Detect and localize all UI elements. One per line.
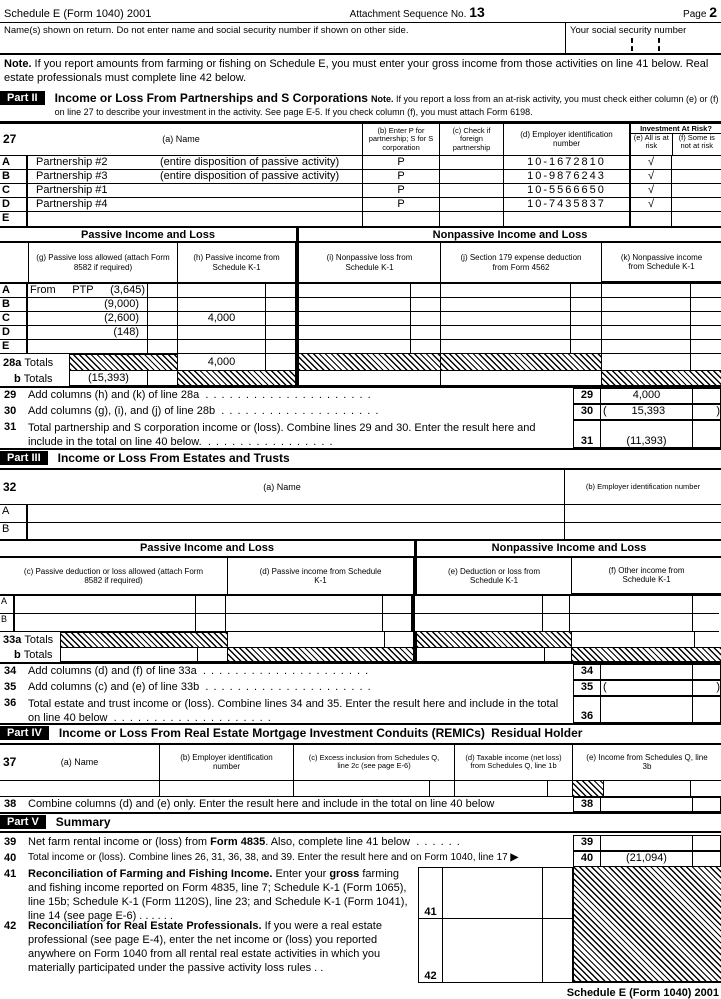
- g-field[interactable]: (148): [28, 326, 148, 340]
- line39-box-label: 39: [573, 835, 601, 851]
- line34-cents[interactable]: [693, 664, 721, 680]
- line37-headers: [0, 745, 721, 781]
- entity-type[interactable]: P: [363, 170, 440, 184]
- line29-row: 29 Add columns (h) and (k) of line 28a . . . . . . . . . . . . . . . . . . . . . 29 4,000: [0, 388, 721, 404]
- line42-box-label: 42: [418, 919, 443, 983]
- footer-title: Schedule E (Form 1040) 2001: [566, 987, 719, 999]
- line42-row: 42 Reconciliation for Real Estate Professionals. If you were a real estate professional (see page E-4), enter the net income or (loss) you reported anywhere on Form 1040 from all rental real estate activities in which you materially participated under the passive activity loss rules . . 42: [0, 919, 573, 983]
- foreign-check[interactable]: [440, 170, 504, 184]
- col-f-header: (f) Other income from Schedule K-1: [572, 558, 721, 594]
- col-f-header: (f) Some is not at risk: [678, 134, 715, 151]
- part2-header: Part II Income or Loss From Partnerships and S Corporations Note. If you report a loss from an at-risk activity, you must check either column (e) or (f) on line 27 to describe your investment in the activity. See page E-5. If you check column (f), you must attach Form 6198.: [0, 90, 721, 124]
- k-field[interactable]: [602, 284, 691, 298]
- totals-33a-row: [0, 632, 721, 648]
- ssn-field[interactable]: Your social security number: [565, 23, 721, 53]
- foreign-check[interactable]: [440, 198, 504, 212]
- partnership-name[interactable]: [28, 212, 363, 226]
- totals-33b-label: b Totals: [14, 648, 53, 661]
- partnership-name[interactable]: Partnership #4: [28, 198, 363, 212]
- ein-field[interactable]: 10-9876243: [504, 170, 630, 184]
- pl3-row: A: [0, 596, 721, 614]
- pl-row: E: [0, 340, 721, 354]
- col-b-header: (b) Employer identification number: [160, 745, 294, 781]
- line41-amount[interactable]: [443, 867, 543, 919]
- part5-title: Summary: [55, 814, 111, 829]
- totals-28b-g[interactable]: (15,393): [69, 371, 148, 386]
- line40-box-label: 40: [573, 851, 601, 867]
- line39-cents[interactable]: [693, 835, 721, 851]
- col-k-header: (k) Nonpassive income from Schedule K-1: [602, 243, 721, 282]
- partnership-row: D Partnership #4 P 10-7435837 √: [0, 198, 721, 212]
- col-e-header: (e) All is at risk: [631, 134, 673, 155]
- line36-amount[interactable]: [601, 696, 693, 723]
- entity-type[interactable]: P: [363, 184, 440, 198]
- col-c-header: (c) Check if foreign partnership: [440, 124, 504, 156]
- i-field[interactable]: [296, 312, 411, 326]
- at-risk-check[interactable]: √: [630, 156, 672, 170]
- g-field[interactable]: From PTP (3,645): [28, 284, 148, 298]
- line38-row: 38 Combine columns (d) and (e) only. Enter the result here and include in the total on line 40 below 38: [0, 797, 721, 814]
- k-field[interactable]: [602, 312, 691, 326]
- hatched-area: [178, 371, 296, 386]
- i-field[interactable]: [296, 340, 411, 354]
- col-a-header: (a) Name: [263, 481, 301, 492]
- line40-row: 40 Total income or (loss). Combine lines 26, 31, 36, 38, and 39. Enter the result here and on Form 1040, line 17 ▶ 40 (21,094): [0, 851, 721, 867]
- col-c-header: (c) Excess inclusion from Schedules Q, line 2c (see page E-6): [294, 745, 455, 781]
- line32-header: [0, 470, 721, 505]
- partnership-name[interactable]: Partnership #3 (entire disposition of passive activity): [28, 170, 363, 184]
- partnership-row: [0, 156, 721, 170]
- line39-amount[interactable]: [601, 835, 693, 851]
- line29-amount[interactable]: 4,000: [601, 388, 693, 404]
- line42-cents[interactable]: [543, 919, 573, 983]
- col-e-header: (e) Deduction or loss from Schedule K-1: [414, 558, 572, 594]
- col-d-header: (d) Employer identification number: [504, 124, 630, 156]
- g-field[interactable]: [28, 340, 148, 354]
- totals-28b-label: b Totals: [14, 372, 53, 385]
- f-field[interactable]: [570, 596, 693, 614]
- f-field[interactable]: [570, 614, 693, 632]
- page-indicator: Page 2: [683, 4, 717, 20]
- ein-field[interactable]: 10-1672810: [504, 156, 630, 170]
- j-field[interactable]: [441, 298, 571, 312]
- at-risk-check[interactable]: √: [630, 198, 672, 212]
- line41-box-label: 41: [418, 867, 443, 919]
- h-field[interactable]: 4,000: [178, 312, 266, 326]
- pl-row: B (9,000): [0, 298, 721, 312]
- not-at-risk-check[interactable]: [672, 198, 721, 212]
- hatched-area: [69, 354, 178, 371]
- j-field[interactable]: [441, 340, 571, 354]
- part4-title: Income or Loss From Real Estate Mortgage Investment Conduits (REMICs): [58, 725, 485, 740]
- remic-c[interactable]: [294, 781, 430, 797]
- line-number: 31: [4, 421, 17, 433]
- attachment-sequence: Attachment Sequence No. 13: [349, 4, 485, 20]
- partnership-name[interactable]: Partnership #1: [28, 184, 363, 198]
- col-j-header: (j) Section 179 expense deduction from Form 4562: [441, 243, 602, 282]
- g-field[interactable]: (9,000): [28, 298, 148, 312]
- entity-type[interactable]: [363, 212, 440, 226]
- pl3-row: B: [0, 614, 721, 632]
- at-risk-check[interactable]: [630, 212, 672, 226]
- line39-row: 39 Net farm rental income or (loss) from Form 4835. Also, complete line 41 below . . . . . . 39: [0, 835, 721, 851]
- totals-33b-row: [0, 648, 721, 664]
- line41-row: 41 Reconciliation of Farming and Fishing Income. Enter your gross farming and fishing income reported on Form 4835, line 7; Schedule K-1 (Form 1065), line 15b; Schedule K-1 (Form 1120S), line 23; and Schedule K-1 (Form 1041), line 14 (see page E-6) . . . . . . 41: [0, 867, 573, 919]
- risk-header: Investment At Risk?: [631, 124, 721, 134]
- line38-box-label: 38: [573, 797, 601, 812]
- line30-cents[interactable]: ): [693, 404, 721, 420]
- k-field[interactable]: [602, 326, 691, 340]
- nonpassive-band-label: Nonpassive Income and Loss: [414, 541, 721, 556]
- line30-row: 30 Add columns (g), (i), and (j) of line 28b . . . . . . . . . . . . . . . . . . . . 30 ( 15,393 ): [0, 404, 721, 420]
- col-e-header: (e) Income from Schedules Q, line 3b: [573, 745, 721, 781]
- hatched-area: [414, 632, 572, 648]
- totals-28a-row: [0, 354, 721, 371]
- at-risk-check[interactable]: √: [630, 184, 672, 198]
- part3-colheaders: [0, 558, 721, 596]
- hatched-area: [573, 781, 604, 797]
- col-b-header: (b) Employer identification number: [565, 470, 721, 505]
- foreign-check[interactable]: [440, 156, 504, 170]
- j-field[interactable]: [441, 312, 571, 326]
- remic-e[interactable]: [604, 781, 691, 797]
- i-field[interactable]: [296, 298, 411, 312]
- line37-number: 37: [3, 754, 17, 769]
- line34-box-label: 34: [573, 664, 601, 680]
- line30-box-label: 30: [573, 404, 601, 420]
- line38-amount[interactable]: [601, 797, 693, 812]
- remic-row: [0, 781, 721, 797]
- pl-row: C (2,600) 4,000: [0, 312, 721, 326]
- c-field[interactable]: [15, 614, 196, 632]
- part3-chip: Part III: [0, 451, 48, 465]
- nonpassive-band-label: Nonpassive Income and Loss: [296, 228, 721, 241]
- estate-ein[interactable]: [565, 505, 721, 523]
- part4-header: [0, 725, 721, 745]
- remic-d[interactable]: [455, 781, 548, 797]
- line31-box-label: 31: [573, 420, 601, 448]
- part3-header: [0, 450, 721, 470]
- line38-cents[interactable]: [693, 797, 721, 812]
- part2-band: [0, 226, 721, 243]
- h-field[interactable]: [178, 298, 266, 312]
- row-letter: A: [0, 156, 28, 170]
- e-field[interactable]: [412, 614, 543, 632]
- not-at-risk-check[interactable]: [672, 170, 721, 184]
- line29-box-label: 29: [573, 388, 601, 404]
- k-field[interactable]: [602, 340, 691, 354]
- d-field[interactable]: [226, 614, 383, 632]
- col-h-header: (h) Passive income from Schedule K-1: [178, 243, 296, 282]
- part4-chip: Part IV: [0, 726, 49, 740]
- estate-name[interactable]: [28, 505, 565, 523]
- line35-amount[interactable]: (: [601, 680, 693, 696]
- col-d-header: (d) Taxable income (net loss) from Schedules Q, line 1b: [455, 745, 573, 781]
- line27-number: 27: [3, 132, 17, 146]
- hatched-area: [296, 354, 441, 371]
- col-c-header: (c) Passive deduction or loss allowed (attach Form 8582 if required): [0, 558, 228, 594]
- page-note: Note. If you report amounts from farming or fishing on Schedule E, you must enter your gross income from those activities on line 41 below. Real estate professionals must complete line 42 below.: [4, 58, 709, 84]
- estate-row: [0, 505, 721, 523]
- totals-28a-h[interactable]: 4,000: [178, 354, 266, 371]
- partnership-row: B Partnership #3 (entire disposition of passive activity) P 10-9876243 √: [0, 170, 721, 184]
- j-field[interactable]: [441, 284, 571, 298]
- line27-table: [0, 123, 721, 226]
- estate-ein[interactable]: [565, 523, 721, 539]
- ein-field[interactable]: [504, 212, 630, 226]
- line29-cents[interactable]: [693, 388, 721, 404]
- totals-28b-row: [0, 371, 721, 388]
- pl-row: D (148): [0, 326, 721, 340]
- part2-chip: Part II: [0, 91, 45, 105]
- hatched-area: [572, 648, 721, 662]
- not-at-risk-check[interactable]: [672, 212, 721, 226]
- g-field[interactable]: (2,600): [28, 312, 148, 326]
- part4-subtitle: Residual Holder: [491, 725, 583, 740]
- line35-cents[interactable]: ): [693, 680, 721, 696]
- line41-cents[interactable]: [543, 867, 573, 919]
- line34-amount[interactable]: [601, 664, 693, 680]
- passive-band-label: Passive Income and Loss: [140, 542, 274, 555]
- col-a-header: (a) Name: [162, 134, 200, 145]
- h-field[interactable]: [178, 284, 266, 298]
- attachment-number: 13: [469, 4, 485, 20]
- line-number: 30: [4, 405, 17, 417]
- hatched-area: [441, 354, 602, 371]
- foreign-check[interactable]: [440, 184, 504, 198]
- h-field[interactable]: [178, 326, 266, 340]
- name-field[interactable]: Name(s) shown on return. Do not enter name and social security number if shown on other side.: [4, 25, 409, 36]
- totals-28a-label: 28a Totals: [3, 356, 54, 369]
- hatched-area: [602, 371, 721, 386]
- pl-row: A From PTP (3,645): [0, 284, 721, 298]
- part2-title: Income or Loss From Partnerships and S Corporations: [54, 90, 368, 105]
- line31-row: 31 Total partnership and S corporation income or (loss). Combine lines 29 and 30. Enter the result here and include in the total on line 40 below. . . . . . . . . . . . . . . . . 31 (11,393): [0, 420, 721, 450]
- ein-field[interactable]: 10-5566650: [504, 184, 630, 198]
- k-field[interactable]: [602, 298, 691, 312]
- partnership-row: E: [0, 212, 721, 226]
- totals-33a-label: 33a Totals: [3, 633, 54, 646]
- partnership-row: C Partnership #1 P 10-5566650 √: [0, 184, 721, 198]
- line42-amount[interactable]: [443, 919, 543, 983]
- line40-cents[interactable]: [693, 851, 721, 867]
- line36-row: 36 Total estate and trust income or (loss). Combine lines 34 and 35. Enter the result here and include in the total on line 40 below . . . . . . . . . . . . . . . . . . . . 36: [0, 696, 721, 725]
- at-risk-check[interactable]: √: [630, 170, 672, 184]
- col-d-header: (d) Passive income from Schedule K-1: [228, 558, 414, 594]
- foreign-check[interactable]: [440, 212, 504, 226]
- col-a-header: (a) Name: [60, 756, 99, 767]
- part5-chip: Part V: [0, 815, 46, 829]
- d-field[interactable]: [226, 596, 383, 614]
- passive-band-label: Passive Income and Loss: [81, 228, 215, 241]
- row-letter: B: [0, 523, 28, 539]
- hatched-area: [60, 632, 228, 648]
- col-g-header: (g) Passive loss allowed (attach Form 8582 if required): [28, 243, 178, 282]
- line31-amount[interactable]: (11,393): [601, 420, 693, 448]
- remic-ein[interactable]: [160, 781, 294, 797]
- part2-colheaders: [0, 243, 721, 284]
- i-field[interactable]: [296, 284, 411, 298]
- col-b-header: (b) Enter P for partnership; S for S corporation: [363, 124, 440, 156]
- hatched-area: [573, 867, 721, 983]
- entity-type[interactable]: P: [363, 156, 440, 170]
- estate-name[interactable]: [28, 523, 565, 539]
- line-number: 29: [4, 389, 17, 401]
- ssn-separator: [658, 38, 660, 51]
- remic-name[interactable]: [0, 781, 160, 797]
- line34-row: 34 Add columns (d) and (f) of line 33a . . . . . . . . . . . . . . . . . . . . . 34: [0, 664, 721, 680]
- page-number: 2: [709, 4, 717, 20]
- hatched-area: [228, 648, 414, 662]
- h-field[interactable]: [178, 340, 266, 354]
- part5-header: [0, 814, 721, 834]
- reconciliation-block: [0, 867, 721, 983]
- not-at-risk-check[interactable]: [672, 156, 721, 170]
- line36-box-label: 36: [573, 696, 601, 723]
- partnership-name[interactable]: Partnership #2 (entire disposition of passive activity): [28, 156, 363, 170]
- form-title: Schedule E (Form 1040) 2001: [4, 8, 152, 20]
- ein-field[interactable]: 10-7435837: [504, 198, 630, 212]
- arrow-icon: ▶: [510, 852, 519, 864]
- line40-amount[interactable]: (21,094): [601, 851, 693, 867]
- c-field[interactable]: [15, 596, 196, 614]
- line30-amount[interactable]: ( 15,393: [601, 404, 693, 420]
- top-header: [0, 0, 721, 22]
- name-ssn-box: [0, 22, 721, 55]
- line35-row: 35 Add columns (c) and (e) of line 33b . . . . . . . . . . . . . . . . . . . . . 35 ( ): [0, 680, 721, 696]
- e-field[interactable]: [412, 596, 543, 614]
- part3-band: [0, 541, 721, 558]
- row-letter: A: [0, 505, 28, 523]
- estate-row: [0, 523, 721, 541]
- col-i-header: (i) Nonpassive loss from Schedule K-1: [296, 243, 441, 282]
- line35-box-label: 35: [573, 680, 601, 696]
- ssn-separator: [631, 38, 633, 51]
- j-field[interactable]: [441, 326, 571, 340]
- part3-title: Income or Loss From Estates and Trusts: [57, 451, 290, 465]
- entity-type[interactable]: P: [363, 198, 440, 212]
- line32-number: 32: [3, 479, 17, 494]
- line31-cents[interactable]: [693, 420, 721, 448]
- not-at-risk-check[interactable]: [672, 184, 721, 198]
- line36-cents[interactable]: [693, 696, 721, 723]
- i-field[interactable]: [296, 326, 411, 340]
